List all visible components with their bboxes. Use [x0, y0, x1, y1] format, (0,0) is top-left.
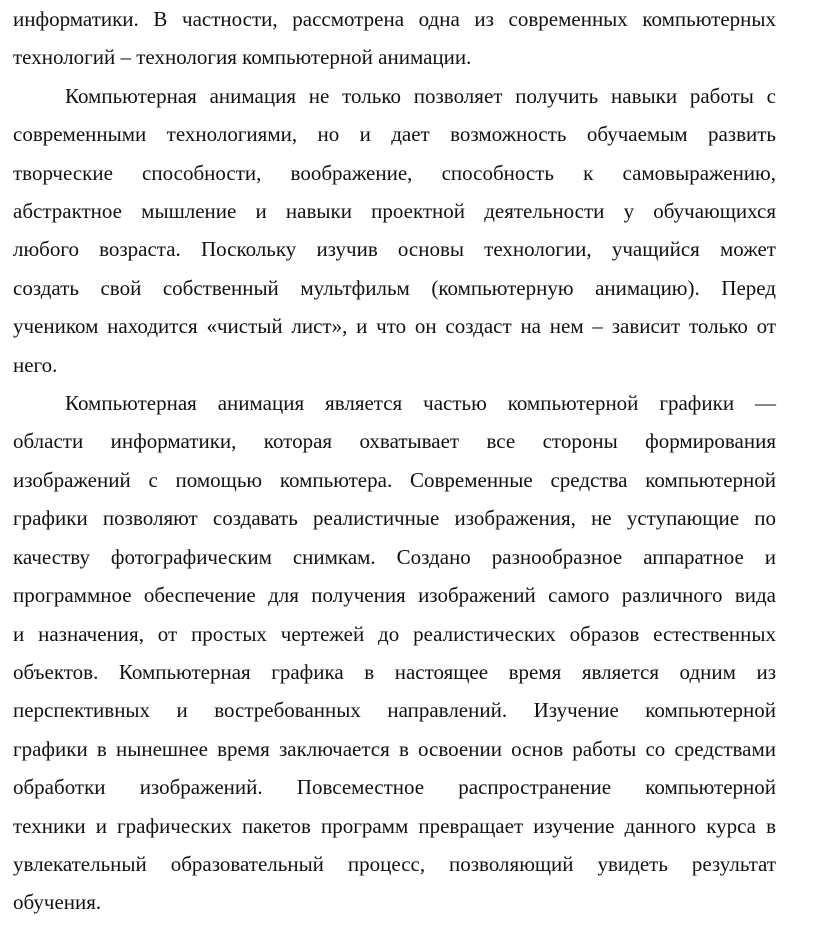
- text-line: и назначения, от простых чертежей до реалистических образов естественных: [13, 621, 776, 646]
- text-line: Компьютерная анимация является частью компьютерной графики —: [65, 391, 776, 416]
- text-line: качеству фотографическим снимкам. Создано разнообразное аппаратное и: [13, 544, 776, 569]
- text-line: Компьютерная анимация не только позволяет получить навыки работы с: [65, 83, 776, 108]
- text-line: создать свой собственный мультфильм (компьютерную анимацию). Перед: [13, 275, 776, 300]
- text-line: графики позволяют создавать реалистичные изображения, не уступающие по: [13, 506, 776, 531]
- text-line: обработки изображений. Повсеместное распространение компьютерной: [13, 775, 776, 800]
- text-line: творческие способности, воображение, способность к самовыражению,: [13, 160, 776, 185]
- text-line: объектов. Компьютерная графика в настоящее время является одним из: [13, 659, 776, 684]
- paragraph-2: [13, 77, 776, 384]
- text-line: техники и графических пакетов программ превращает изучение данного курса в: [13, 813, 776, 838]
- paragraph-3: [13, 384, 776, 922]
- text-line: любого возраста. Поскольку изучив основы технологии, учащийся может: [13, 237, 776, 262]
- paragraph-1: [13, 0, 776, 77]
- text-line: учеником находится «чистый лист», и что он создаст на нем – зависит только от: [13, 314, 776, 339]
- text-line: технологий – технология компьютерной анимации.: [13, 45, 472, 70]
- text-line: информатики. В частности, рассмотрена одна из современных компьютерных: [13, 7, 776, 31]
- text-line: области информатики, которая охватывает все стороны формирования: [13, 429, 776, 454]
- text-line: абстрактное мышление и навыки проектной деятельности у обучающихся: [13, 199, 776, 224]
- text-line: обучения.: [13, 890, 102, 915]
- text-line: изображений с помощью компьютера. Современные средства компьютерной: [13, 467, 776, 492]
- text-line: программное обеспечение для получения изображений самого различного вида: [13, 583, 776, 608]
- text-line: него.: [13, 352, 58, 377]
- text-line: перспективных и востребованных направлений. Изучение компьютерной: [13, 698, 776, 723]
- text-line: современными технологиями, но и дает возможность обучаемым развить: [13, 122, 776, 147]
- text-line: увлекательный образовательный процесс, позволяющий увидеть результат: [13, 851, 776, 876]
- text-line: графики в нынешнее время заключается в освоении основ работы со средствами: [13, 736, 776, 761]
